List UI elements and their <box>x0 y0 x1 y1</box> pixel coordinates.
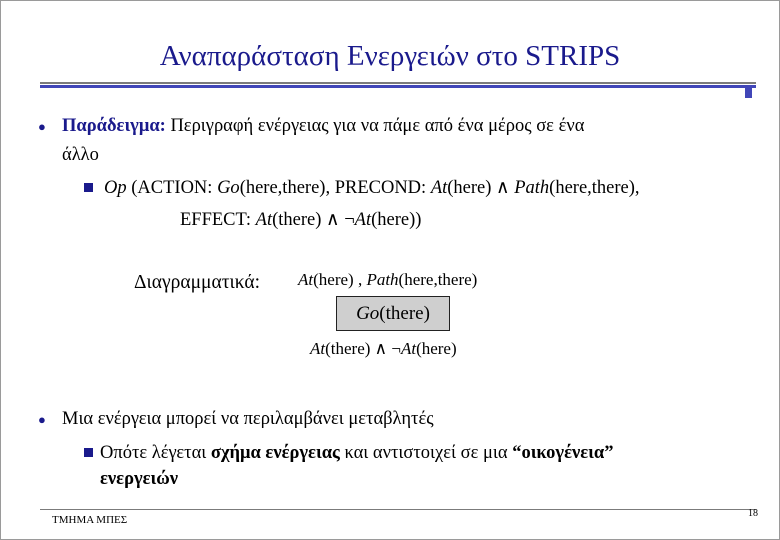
post-here: (here) <box>416 339 457 358</box>
at-word-3: At <box>354 210 372 230</box>
bullet2-text: Μια ενέργεια μπορεί να περιλαμβάνει μεταβλητές <box>62 409 434 429</box>
action-schema-term: σχήμα ενέργειας <box>210 443 340 463</box>
bullet2-sub-line1 <box>100 440 613 466</box>
slide-title: Αναπαράσταση Ενεργειών στο STRIPS <box>159 40 621 72</box>
example-label: Παράδειγμα: <box>62 116 166 136</box>
action-prefix: (ACTION: <box>126 178 218 198</box>
box-go: Go <box>356 303 380 324</box>
pre-at: At <box>298 270 314 289</box>
square-bullet-icon-2 <box>84 448 93 457</box>
post-at-2: At <box>400 339 417 358</box>
effect-prefix: EFFECT: <box>180 210 256 230</box>
bullet1-text: Περιγραφή ενέργειας για να πάμε από ένα μέρος σε ένα <box>165 116 585 136</box>
family-term: “οικογένεια” <box>512 443 614 463</box>
bullet1-line <box>62 113 584 139</box>
bullet1-continuation: άλλο <box>62 145 99 165</box>
pre-path: Path <box>366 270 399 289</box>
at-word-2: At <box>255 210 273 230</box>
here-close: (here)) <box>371 210 422 230</box>
here-paren: (here) <box>447 178 492 198</box>
pre-at-args: (here) <box>313 270 354 289</box>
sub-mid: και αντιστοιχεί σε μια <box>339 443 513 463</box>
go-word: Go <box>217 178 240 198</box>
go-args: (here,there), PRECOND: <box>239 178 431 198</box>
sub-pre: Οπότε λέγεται <box>100 443 211 463</box>
there-paren: (there) <box>272 210 322 230</box>
title-accent-rule <box>40 85 756 88</box>
preconditions <box>298 267 477 293</box>
effects <box>310 336 457 362</box>
and-not-symbol: ∧ ¬ <box>321 210 355 230</box>
footer-label: ΤΜΗΜΑ ΜΠΕΣ <box>52 514 128 526</box>
bullet2-sub-line2: ενεργειών <box>100 469 179 489</box>
box-args: (there) <box>379 303 430 324</box>
path-word: Path <box>514 178 550 198</box>
path-args: (here,there), <box>549 178 640 198</box>
pre-sep: , <box>353 270 367 289</box>
title-accent-corner <box>745 86 752 98</box>
title-rule <box>40 82 756 84</box>
post-at: At <box>310 339 326 358</box>
post-op: ∧ ¬ <box>370 339 401 358</box>
at-word: At <box>430 178 448 198</box>
post-there: (there) <box>325 339 371 358</box>
square-bullet-icon <box>84 183 93 192</box>
bullet-dot-icon-2: ● <box>38 412 46 427</box>
op-word: Op <box>104 178 127 198</box>
action-box <box>336 296 450 331</box>
diagram-label: Διαγραμματικά: <box>134 272 261 293</box>
pre-path-args: (here,there) <box>398 270 478 289</box>
and-symbol: ∧ <box>491 178 515 198</box>
page-number: 18 <box>748 508 758 519</box>
footer-rule <box>40 509 756 510</box>
bullet-dot-icon: ● <box>38 119 46 134</box>
op-line2 <box>180 207 421 233</box>
op-line1 <box>104 175 640 201</box>
